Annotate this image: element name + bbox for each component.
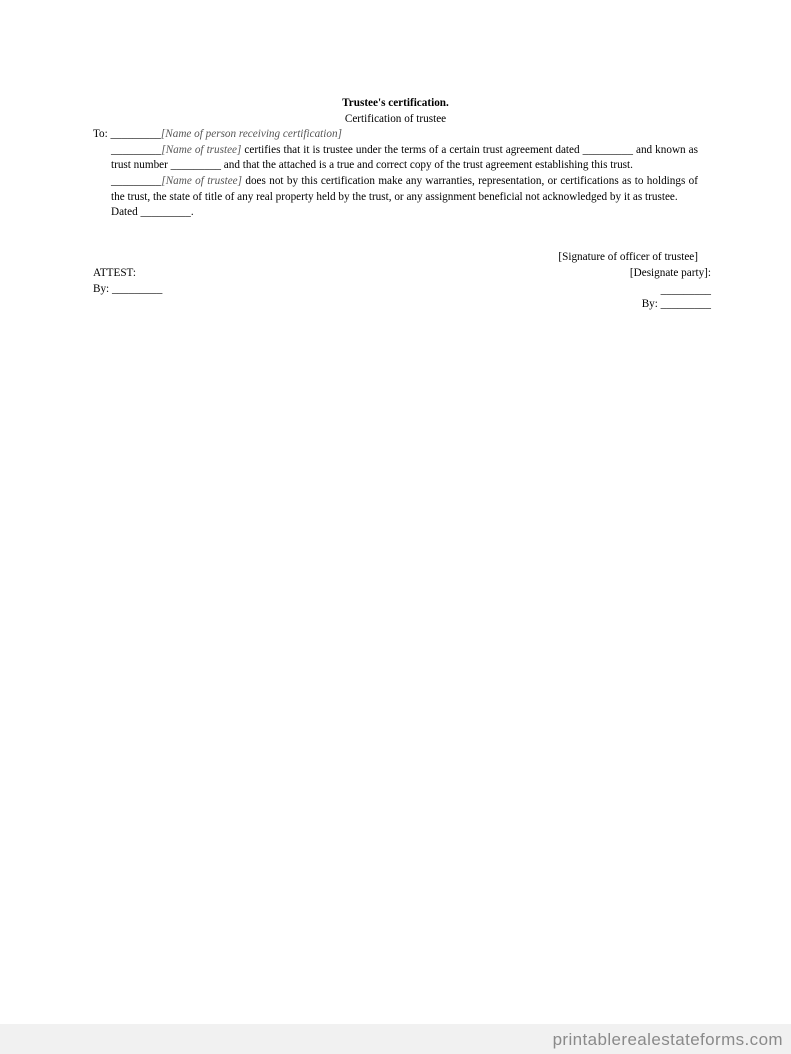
trustee-placeholder: [Name of trustee] bbox=[161, 143, 242, 156]
signature-officer-label: [Signature of officer of trustee] bbox=[558, 251, 698, 263]
trustee-placeholder-2: [Name of trustee] bbox=[161, 174, 243, 187]
recipient-placeholder: [Name of person receiving certification] bbox=[160, 128, 342, 141]
document-title: Trustee's certification. bbox=[342, 97, 449, 109]
attest-label: ATTEST: bbox=[93, 267, 136, 279]
document-body bbox=[93, 96, 698, 221]
trustee-blank: _________ bbox=[111, 143, 162, 156]
dated-line: Dated _________. bbox=[111, 206, 194, 219]
signature-blank-line: _________ bbox=[660, 284, 711, 296]
trustee-blank-2: _________ bbox=[111, 174, 162, 187]
by-right-line: By: _________ bbox=[641, 298, 711, 310]
certification-paragraph bbox=[93, 143, 698, 174]
designate-party-label: [Designate party]: bbox=[629, 267, 711, 279]
by-left-line: By: _________ bbox=[93, 283, 163, 295]
disclaimer-paragraph bbox=[93, 174, 698, 205]
disclaimer-text: does not by this certification make any warranties, representation, or certifications as to holdings of the trust, the state of title of any real property held by the trust, or any assignment beneficial not acknowledged by it as trustee. bbox=[111, 174, 698, 203]
watermark-text: printablerealestateforms.com bbox=[552, 1030, 783, 1049]
to-prefix: To: _________ bbox=[93, 128, 161, 141]
to-line bbox=[93, 127, 698, 143]
certification-text: certifies that it is trustee under the terms of a certain trust agreement dated _________ and known as trust number _________ and that the attached is a true and correct copy of the trust agreement establishing this trust. bbox=[111, 143, 698, 172]
document-subtitle: Certification of trustee bbox=[344, 112, 447, 125]
watermark-bar bbox=[0, 1024, 791, 1054]
